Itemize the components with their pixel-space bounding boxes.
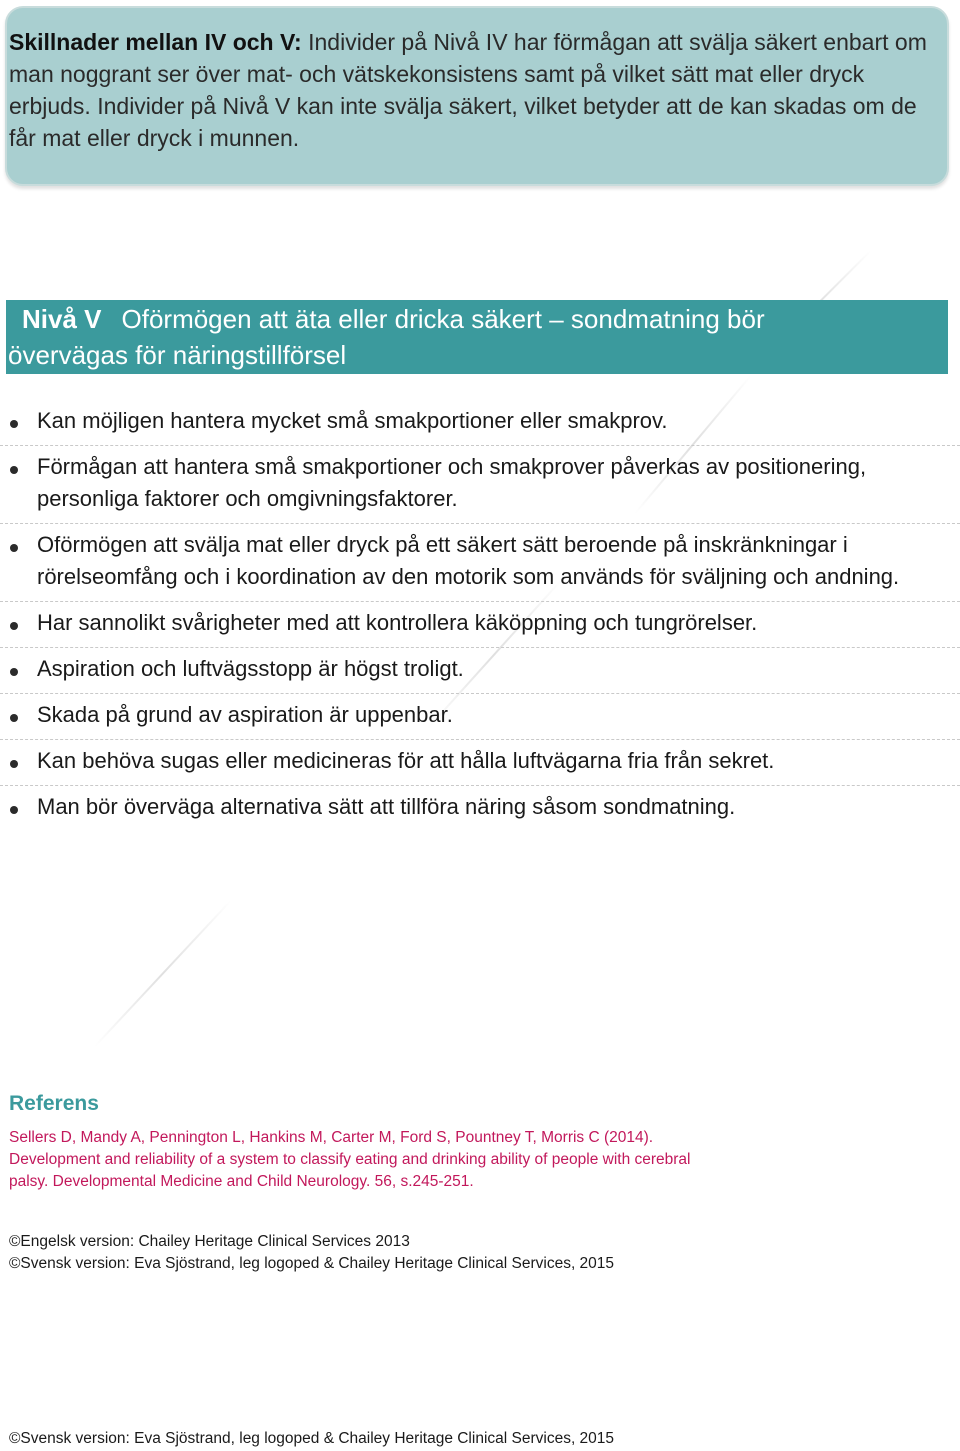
list-item-text: Aspiration och luftvägsstopp är högst troligt. — [37, 656, 464, 681]
bullet-icon — [10, 466, 18, 474]
level-header-bar — [6, 300, 948, 374]
list-item — [0, 740, 960, 786]
footer-copyright: ©Svensk version: Eva Sjöstrand, leg logoped & Chailey Heritage Clinical Services, 2015 — [9, 1430, 615, 1447]
bullet-icon — [10, 760, 18, 768]
list-item — [0, 400, 960, 446]
list-item-text: Har sannolikt svårigheter med att kontrollera käköppning och tungrörelser. — [37, 610, 758, 635]
list-item — [0, 446, 960, 524]
bullet-icon — [10, 668, 18, 676]
info-box-text — [9, 26, 949, 154]
list-item — [0, 694, 960, 740]
level-title-text: Oförmögen att äta eller dricka säkert – sondmatning bör — [121, 304, 765, 334]
list-item — [0, 524, 960, 602]
info-box-body: Individer på Nivå IV har förmågan att svälja säkert enbart om man noggrant ser över mat- och vätskekonsistens samt på vilket sätt mat eller dryck erbjuds. Individer på Nivå V kan inte svälja säkert, vilket betyder att de kan skadas om de får mat eller dryck i munnen. — [9, 29, 927, 151]
reference-citation: Sellers D, Mandy A, Pennington L, Hankins M, Carter M, Ford S, Pountney T, Morris C (2014). Development and reliability of a system to classify eating and drinking ability of people with cerebral palsy. Developmental Medicine and Child Neurology. 56, s.245-251. — [9, 1129, 691, 1190]
info-box-lead: Skillnader mellan IV och V: — [9, 29, 302, 55]
list-item-text: Kan behöva sugas eller medicineras för att hålla luftvägarna fria från sekret. — [37, 748, 775, 773]
list-item-text: Skada på grund av aspiration är uppenbar. — [37, 702, 453, 727]
copyright-english: ©Engelsk version: Chailey Heritage Clinical Services 2013 — [9, 1233, 410, 1250]
level-title-line-1 — [22, 301, 948, 337]
list-item — [0, 648, 960, 694]
bullet-icon — [10, 544, 18, 552]
level-label: Nivå V — [22, 304, 102, 334]
bullet-icon — [10, 420, 18, 428]
list-item-text: Oförmögen att svälja mat eller dryck på ett säkert sätt beroende på inskränkningar i rörelseomfång och i koordination av den motorik som används för sväljning och andning. — [37, 532, 900, 589]
references-heading: Referens — [9, 1092, 99, 1115]
list-item — [0, 602, 960, 648]
description-list — [0, 400, 960, 831]
copyright-swedish: ©Svensk version: Eva Sjöstrand, leg logoped & Chailey Heritage Clinical Services, 2015 — [9, 1255, 615, 1272]
bullet-icon — [10, 806, 18, 814]
list-item-text: Förmågan att hantera små smakportioner och smakprover påverkas av positionering, personliga faktorer och omgivningsfaktorer. — [37, 454, 867, 511]
bullet-icon — [10, 622, 18, 630]
decorative-line — [94, 900, 232, 1048]
list-item-text: Man bör överväga alternativa sätt att tillföra näring såsom sondmatning. — [37, 794, 736, 819]
level-title-line-2: övervägas för näringstillförsel — [8, 340, 347, 370]
bullet-icon — [10, 714, 18, 722]
list-item — [0, 786, 960, 831]
list-item-text: Kan möjligen hantera mycket små smakportioner eller smakprov. — [37, 408, 668, 433]
